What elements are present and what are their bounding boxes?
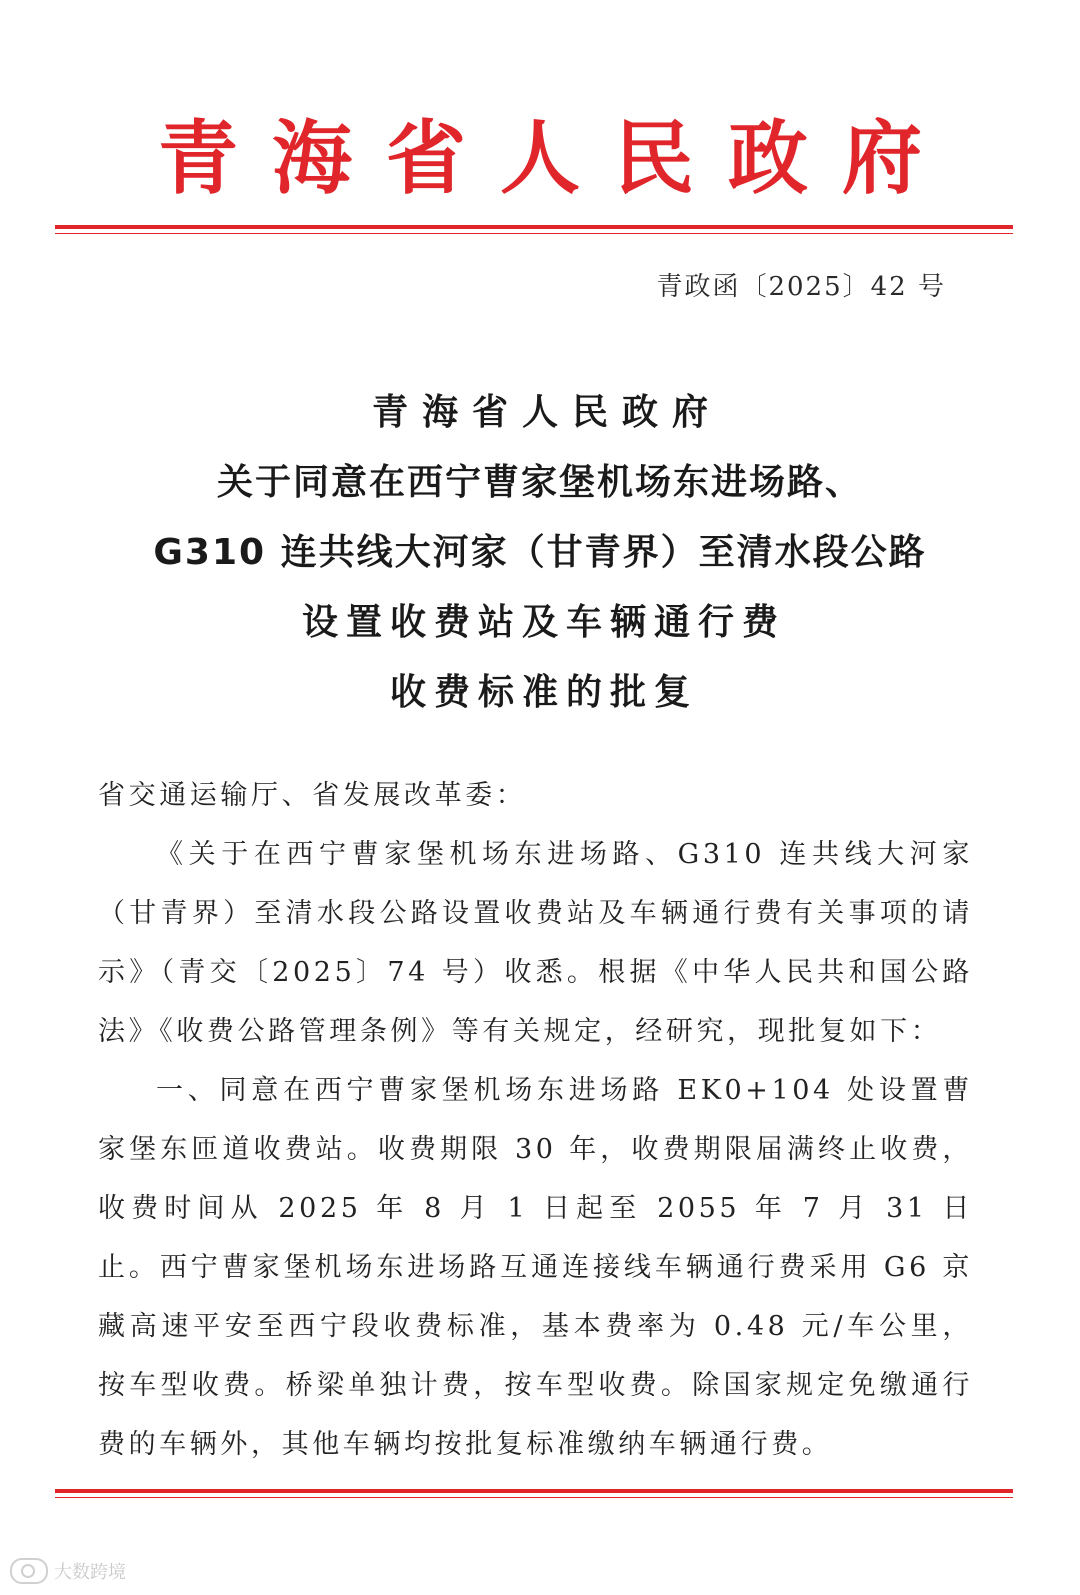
header-red-rule-thin: [55, 233, 1013, 234]
body-paragraph-2: 一、同意在西宁曹家堡机场东进场路 EK0+104 处设置曹家堡东匝道收费站。收费期限 30 年，收费期限届满终止收费，收费时间从 2025 年 8 月 1 日起至 2055 年 7 月 31 日止。西宁曹家堡机场东进场路互通连接线车辆通行费采用 G6 京藏高速平安至西宁段收费标准，基本费率为 0.48 元/车公里，按车型收费。桥梁单独计费，按车型收费。除国家规定免缴通行费的车辆外，其他车辆均按批复标准缴纳车辆通行费。: [98, 1075, 973, 1460]
watermark: [10, 1556, 126, 1586]
title-line-3: G310 连共线大河家（甘青界）至清水段公路: [153, 532, 927, 573]
document-number: 青政函〔2025〕42 号: [656, 272, 946, 302]
watermark-text: 大数跨境: [54, 1562, 126, 1583]
document-title: [0, 378, 1080, 728]
issuer-heading: 青海省人民政府: [158, 111, 956, 205]
footer-red-rule-thick: [55, 1489, 1013, 1493]
footer-red-rule-thin: [55, 1497, 1013, 1498]
title-line-2: 关于同意在西宁曹家堡机场东进场路、: [216, 462, 863, 503]
header-red-rule-thick: [55, 225, 1013, 229]
title-line-5: 收费标准的批复: [389, 672, 698, 713]
recipient-line: 省交通运输厅、省发展改革委：: [98, 780, 527, 811]
document-body: [98, 766, 973, 1474]
title-line-4: 设置收费站及车辆通行费: [301, 602, 786, 643]
watermark-logo-icon: [10, 1558, 48, 1584]
body-paragraph-1: 《关于在西宁曹家堡机场东进场路、G310 连共线大河家（甘青界）至清水段公路设置收费站及车辆通行费有关事项的请示》（青交〔2025〕74 号）收悉。根据《中华人民共和国公路法》《收费公路管理条例》等有关规定，经研究，现批复如下：: [98, 839, 973, 1047]
title-line-1: 青海省人民政府: [371, 392, 722, 433]
